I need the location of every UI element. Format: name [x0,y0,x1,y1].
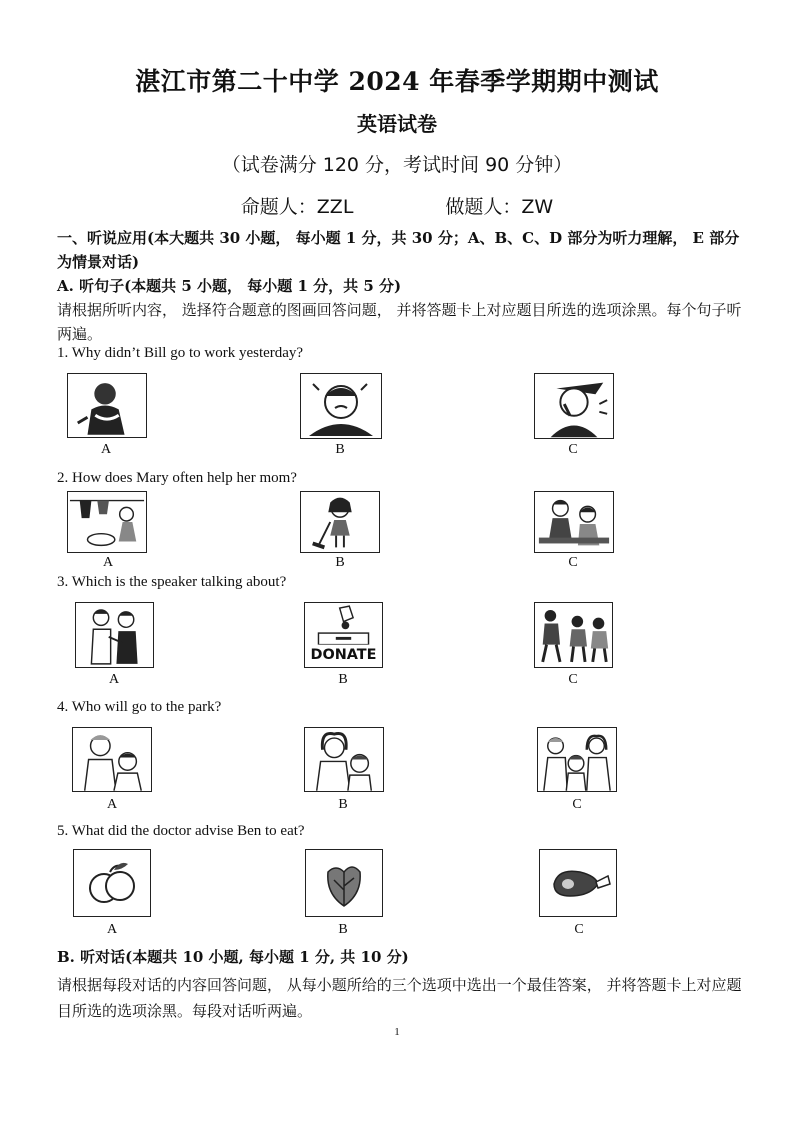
option-label: B [338,797,348,812]
exam-title: 湛江市第二十中学 2024 年春季学期期中测试 [135,67,659,96]
option-label: A [106,797,118,812]
meat-icon [539,849,617,917]
question-4: 4. Who will go to the park? [57,699,222,715]
vegetable-icon [305,849,383,917]
part-b-instruction: 请根据每段对话的内容回答问题， 从每小题所给的三个选项中选出一个最佳答案， 并将答题卡上对应题目所选的选项涂黑。每段对话听两遍。 [57,976,742,1020]
cooking-icon [534,491,614,553]
option-label: B [335,442,345,457]
option-label: B [338,672,348,687]
option-label: A [102,555,114,570]
part-a-heading: A. 听句子(本题共 5 小题， 每小题 1 分，共 5 分) [57,277,402,295]
father-and-son-icon [72,727,152,792]
setter: 命题人：ZZL [240,196,354,218]
part-a-instruction: 请根据所听内容， 选择符合题意的图画回答问题， 并将答题卡上对应题目所选的选项涂黑。每个句子听两遍。 [57,301,742,343]
toothache-icon [534,373,614,439]
family-icon [537,727,617,792]
tester: 做题人：ZW [445,196,554,218]
sweeping-floor-icon [300,491,380,553]
option-label: C [572,797,582,812]
question-2: 2. How does Mary often help her mom? [57,470,297,486]
question-5: 5. What did the doctor advise Ben to eat? [57,823,305,839]
donate-icon [304,602,383,668]
helping-sick-person-icon [75,602,154,668]
option-label: A [108,672,120,687]
option-label: C [568,672,578,687]
cleaning-park-icon [534,602,613,668]
fruit-icon [73,849,151,917]
page-number: 1 [394,1026,400,1038]
option-label: A [106,922,118,937]
option-label: C [568,442,578,457]
question-3: 3. Which is the speaker talking about? [57,574,287,590]
section-heading: 一、听说应用(本大题共 30 小题， 每小题 1 分，共 30 分；A、B、C、D 部分为听力理解， E 部分为情景对话) [57,229,740,271]
stomachache-icon [67,373,147,438]
exam-subject: 英语试卷 [357,112,437,136]
headache-icon [300,373,382,439]
exam-authors [0,192,794,219]
option-label: C [568,555,578,570]
part-b-heading: B. 听对话(本题共 10 小题, 每小题 1 分, 共 10 分) [57,948,409,966]
option-label: B [338,922,348,937]
exam-note: （试卷满分 120 分，考试时间 90 分钟） [221,154,573,176]
mother-and-son-icon [304,727,384,792]
option-label: C [574,922,584,937]
washing-clothes-icon [67,491,147,553]
option-label: B [335,555,345,570]
option-label: A [100,442,112,457]
donate-label: DONATE [310,647,377,664]
question-1: 1. Why didn’t Bill go to work yesterday? [57,345,304,361]
